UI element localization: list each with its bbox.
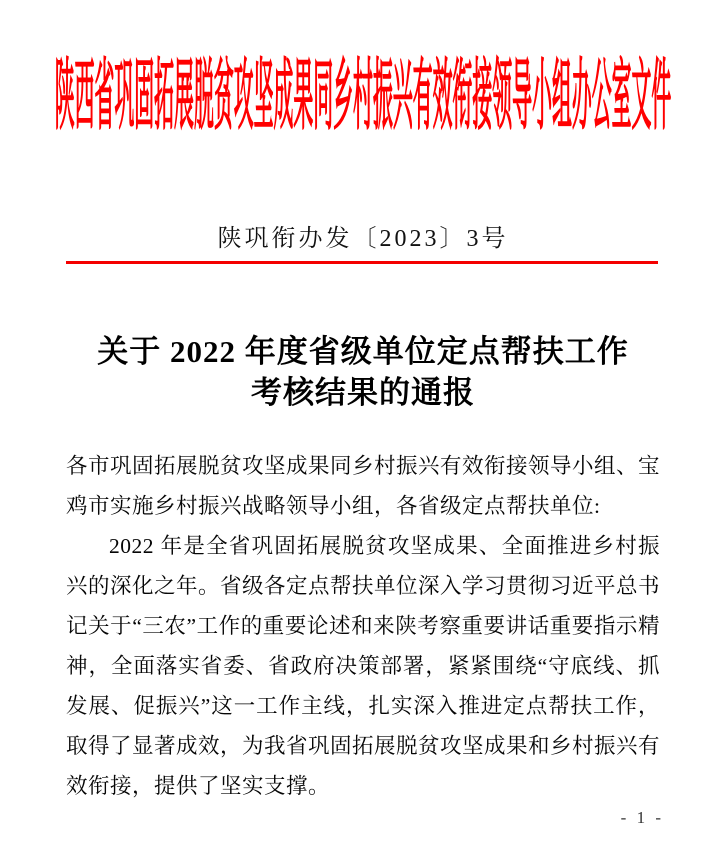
paragraph-body: 2022 年是全省巩固拓展脱贫攻坚成果、全面推进乡村振兴的深化之年。省级各定点帮扶单位深入学习贯彻习近平总书记关于“三农”工作的重要论述和来陕考察重要讲话重要指示精神，全面落实省委、省政府决策部署，紧紧围绕“守底线、抓发展、促振兴”这一工作主线，扎实深入推进定点帮扶工作，取得了显著成效，为我省巩固拓展脱贫攻坚成果和乡村振兴有效衔接，提供了坚实支撑。 — [66, 534, 661, 798]
document-title — [0, 331, 726, 413]
page-number: - 1 - — [620, 808, 664, 827]
document-title-line-1: 关于 2022 年度省级单位定点帮扶工作 — [97, 334, 629, 369]
paragraph-salutation: 各市巩固拓展脱贫攻坚成果同乡村振兴有效衔接领导小组、宝鸡市实施乡村振兴战略领导小组，各省级定点帮扶单位: — [66, 454, 661, 518]
red-header-banner-text: 陕西省巩固拓展脱贫攻坚成果同乡村振兴有效衔接领导小组办公室文件 — [54, 52, 672, 139]
red-divider-line — [66, 261, 658, 264]
doc-number: 陕巩衔办发〔2023〕3号 — [217, 226, 509, 252]
document-body — [66, 446, 660, 806]
document-title-line-2: 考核结果的通报 — [251, 375, 475, 410]
red-header-banner — [0, 52, 726, 140]
